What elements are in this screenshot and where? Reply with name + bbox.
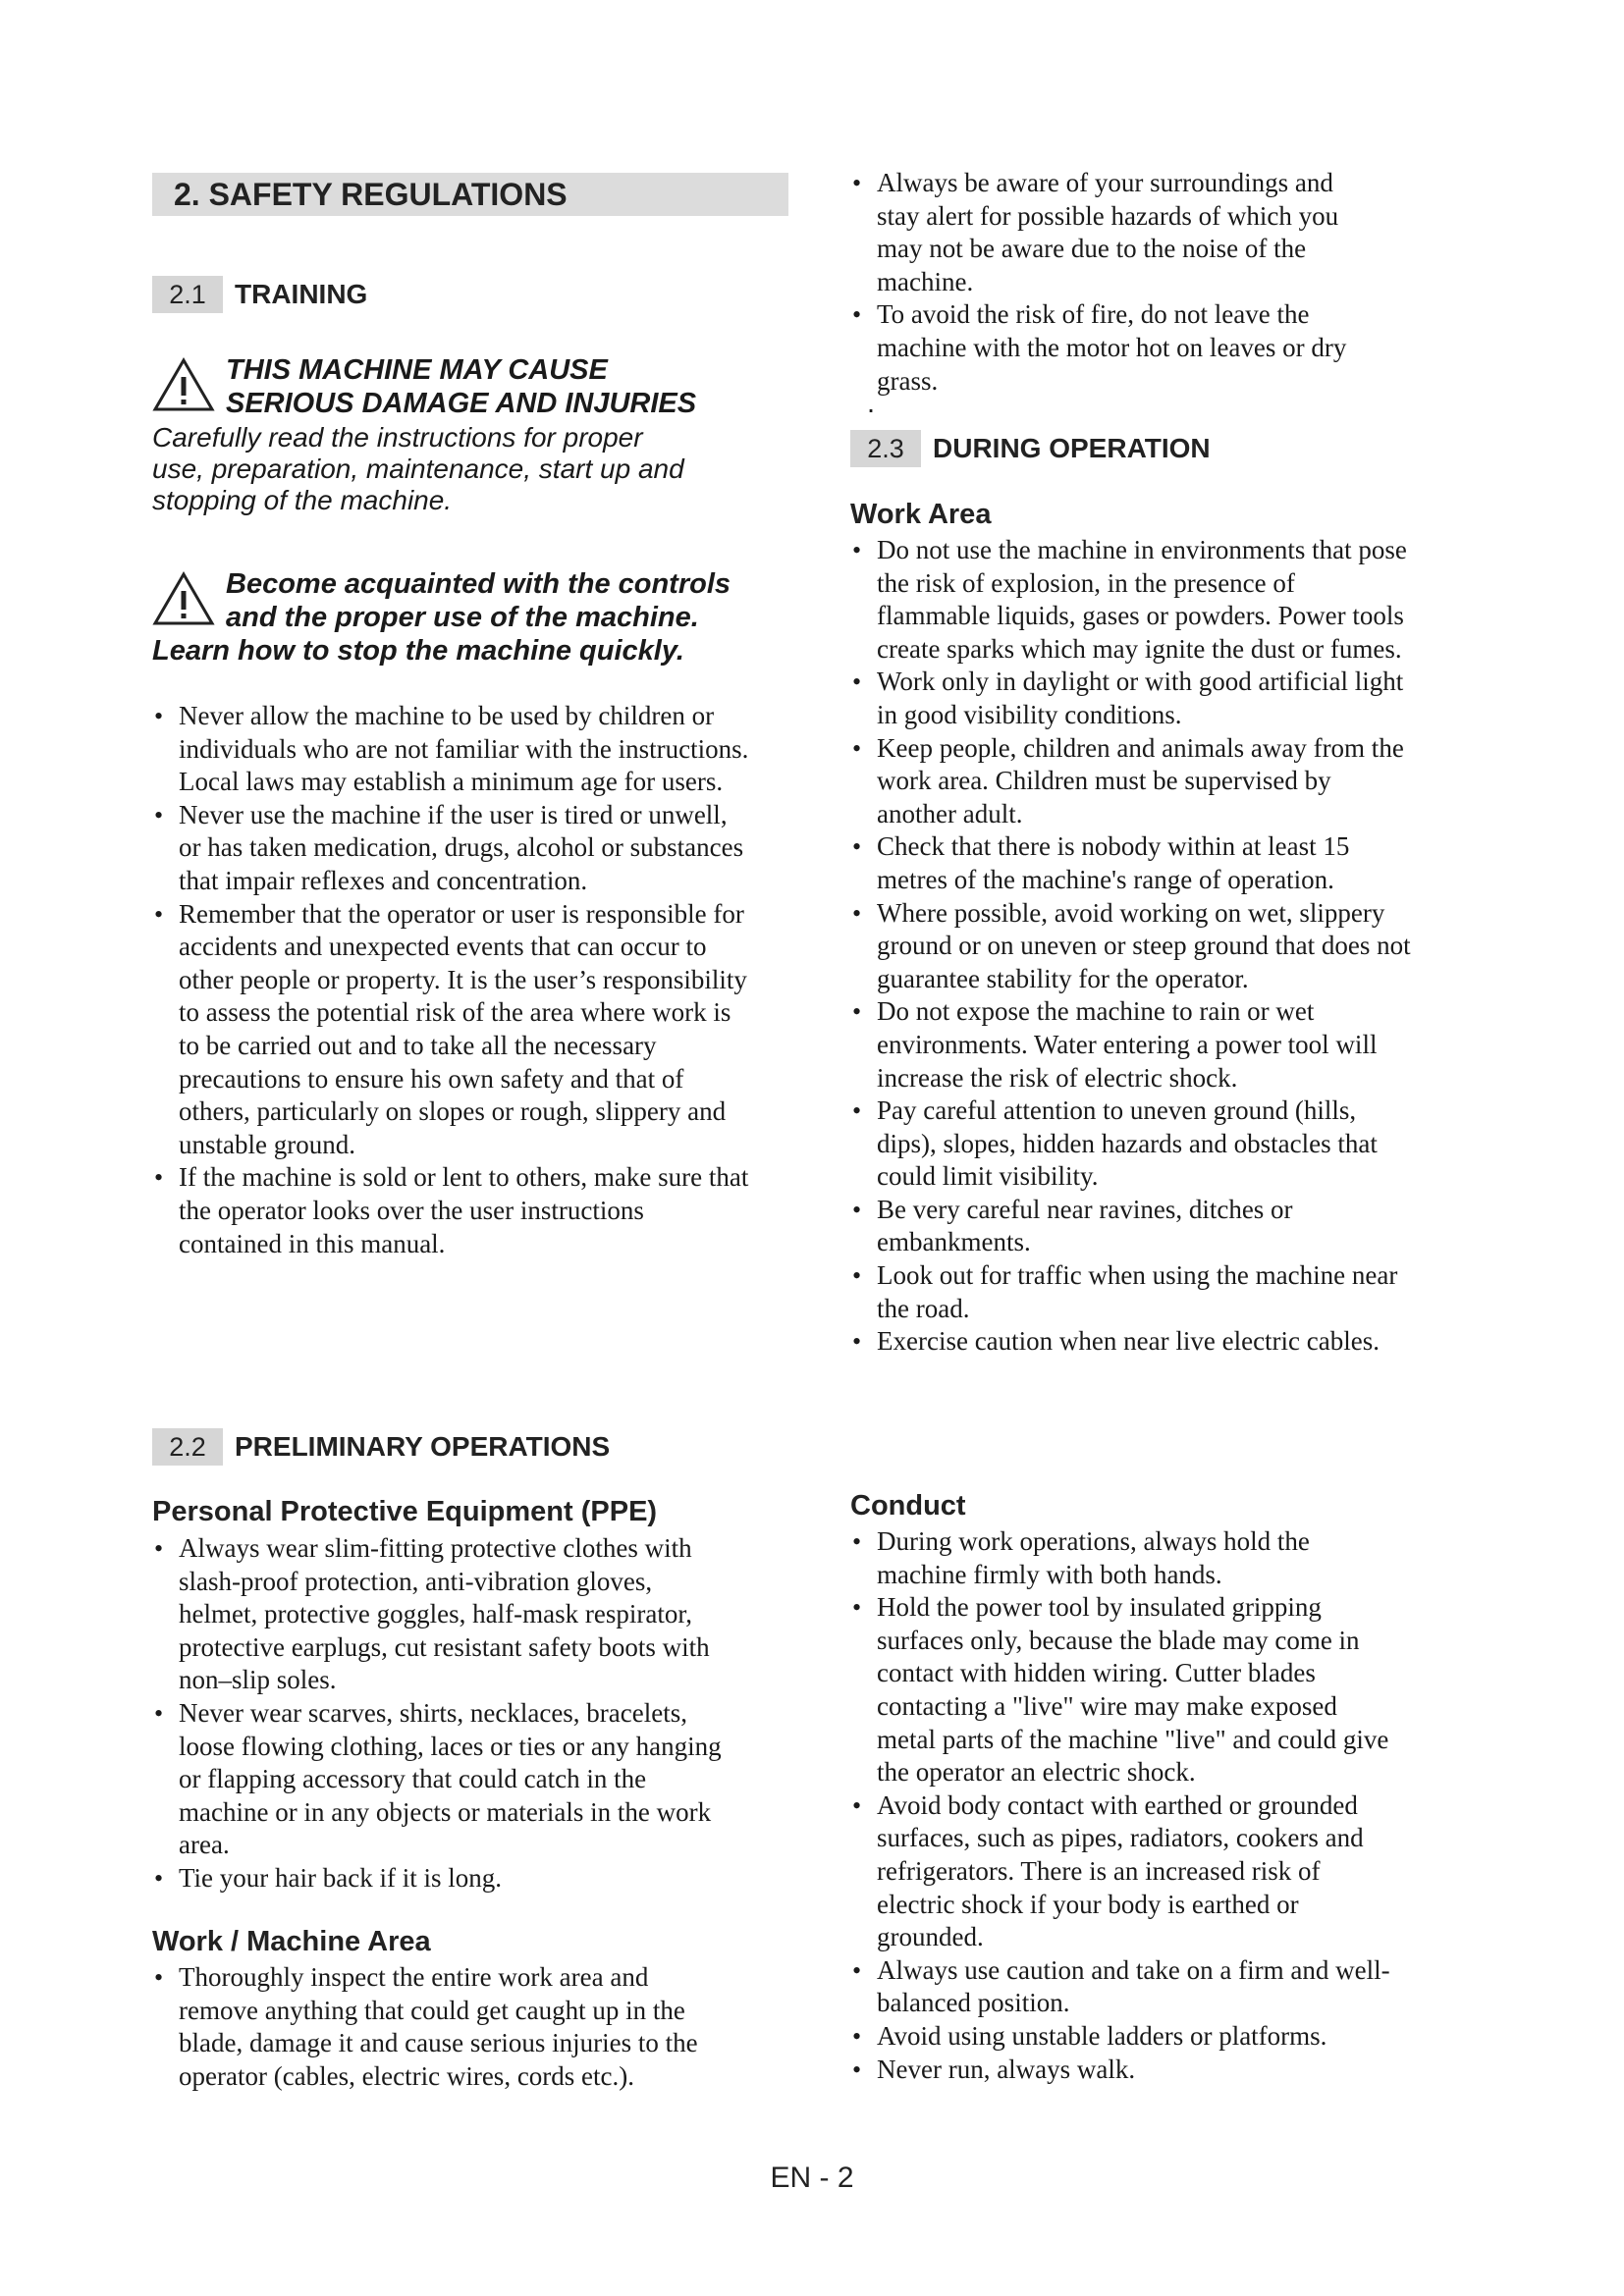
training-bullets — [152, 700, 751, 1260]
warning2-line1: Become acquainted with the controls — [226, 568, 731, 600]
list-item: • Never run, always walk. — [850, 2054, 1400, 2087]
list-item: • Tie your hair back if it is long. — [152, 1862, 722, 1896]
list-item: • Never wear scarves, shirts, necklaces, bracelets, loose flowing clothing, laces or ties or any hanging or flapping accessory that could catch in the machine or in any objects or materials in the work area. — [152, 1697, 722, 1862]
list-item: • Remember that the operator or user is responsible for accidents and unexpected events that can occur to other people or property. It is the user’s responsibility to assess the potential risk of the area where work is to be carried out and to take all the necessary precautions to ensure his own safety and that of others, particularly on slopes or rough, slippery and unstable ground. — [152, 898, 751, 1162]
work-machine-bullets-right — [850, 167, 1361, 398]
page-number: EN - 2 — [770, 2162, 854, 2194]
work-machine-bullets-left — [152, 1961, 702, 2093]
warning-triangle-icon — [152, 571, 215, 626]
work-machine-heading: Work / Machine Area — [152, 1926, 431, 1957]
list-item: • Hold the power tool by insulated gripping surfaces only, because the blade may come in contact with hidden wiring. Cutter blades contacting a "live" wire may make exposed metal parts of the machine "live" and could give the operator an electric shock. — [850, 1591, 1400, 1789]
list-item: • To avoid the risk of fire, do not leave the machine with the motor hot on leaves or dry grass. — [850, 298, 1361, 398]
list-item: • Pay careful attention to uneven ground (hills, dips), slopes, hidden hazards and obstacles that could limit visibility. — [850, 1095, 1412, 1194]
warning1-line1: THIS MACHINE MAY CAUSE — [226, 354, 608, 386]
list-item: • Always be aware of your surroundings and stay alert for possible hazards of which you may not be aware due to the noise of the machine. — [850, 167, 1361, 298]
work-area-bullets — [850, 534, 1412, 1359]
section-title — [152, 173, 788, 216]
ppe-heading: Personal Protective Equipment (PPE) — [152, 1496, 658, 1527]
list-item: • Check that there is nobody within at least 15 metres of the machine's range of operation. — [850, 830, 1412, 896]
list-item: • Avoid using unstable ladders or platforms. — [850, 2020, 1400, 2054]
list-item: • Be very careful near ravines, ditches or embankments. — [850, 1194, 1412, 1259]
subsection-number: 2.2 — [152, 1428, 223, 1466]
subsection-during-heading — [850, 430, 1211, 467]
section-title-text: SAFETY REGULATIONS — [208, 177, 568, 212]
list-item: • Never use the machine if the user is tired or unwell, or has taken medication, drugs, alcohol or substances that impair reflexes and concentration. — [152, 799, 751, 898]
conduct-heading: Conduct — [850, 1490, 966, 1522]
warning2-line2: and the proper use of the machine. — [226, 602, 699, 633]
subsection-number: 2.3 — [850, 430, 921, 467]
subsection-title: TRAINING — [235, 279, 368, 309]
work-area-heading: Work Area — [850, 499, 992, 530]
list-item: • Do not use the machine in environments that pose the risk of explosion, in the presence of flammable liquids, gases or powders. Power tools create sparks which may ignite the dust or fumes. — [850, 534, 1412, 666]
warning1-text: Carefully read the instructions for proper use, preparation, maintenance, start up and stopping of the machine. — [152, 422, 684, 515]
subsection-title: DURING OPERATION — [933, 433, 1211, 463]
list-item: • During work operations, always hold the machine firmly with both hands. — [850, 1525, 1400, 1591]
warning2-line3: Learn how to stop the machine quickly. — [152, 635, 684, 667]
section-number: 2. — [174, 177, 200, 212]
warning-triangle-icon — [152, 357, 215, 412]
warning1-line2: SERIOUS DAMAGE AND INJURIES — [226, 388, 697, 419]
list-item: • Always use caution and take on a firm and well-balanced position. — [850, 1954, 1400, 2020]
list-item: • Look out for traffic when using the machine near the road. — [850, 1259, 1412, 1325]
subsection-preliminary-heading — [152, 1428, 610, 1466]
list-item: • Exercise caution when near live electric cables. — [850, 1325, 1412, 1359]
conduct-bullets — [850, 1525, 1400, 2086]
list-item: • Keep people, children and animals away from the work area. Children must be supervised by another adult. — [850, 732, 1412, 831]
subsection-number: 2.1 — [152, 276, 223, 313]
list-item: • Thoroughly inspect the entire work area and remove anything that could get caught up in the blade, damage it and cause serious injuries to the operator (cables, electric wires, cords etc.). — [152, 1961, 702, 2093]
list-item: • Work only in daylight or with good artificial light in good visibility conditions. — [850, 666, 1412, 731]
list-item: • Avoid body contact with earthed or grounded surfaces, such as pipes, radiators, cookers and refrigerators. There is an increased risk of electric shock if your body is earthed or grounded. — [850, 1789, 1400, 1954]
warning-block-2 — [152, 567, 790, 675]
list-item: • Always wear slim-fitting protective clothes with slash-proof protection, anti-vibration gloves, helmet, protective goggles, half-mask respirator, protective earplugs, cut resistant safety boots with non–slip soles. — [152, 1532, 722, 1697]
subsection-training-heading — [152, 276, 367, 313]
list-item: • Where possible, avoid working on wet, slippery ground or on uneven or steep ground that does not guarantee stability for the operator. — [850, 897, 1412, 996]
subsection-title: PRELIMINARY OPERATIONS — [235, 1431, 611, 1462]
ppe-bullets — [152, 1532, 722, 1896]
list-item: • Never allow the machine to be used by children or individuals who are not familiar with the instructions. Local laws may establish a minimum age for users. — [152, 700, 751, 799]
list-item: • Do not expose the machine to rain or wet environments. Water entering a power tool will increase the risk of electric shock. — [850, 995, 1412, 1095]
list-item: • If the machine is sold or lent to others, make sure that the operator looks over the user instructions contained in this manual. — [152, 1161, 751, 1260]
warning-block-1: THIS MACHINE MAY CAUSE SERIOUS DAMAGE AND INJURIES . Carefully read the instructions for proper use, preparation, maintenance, start up and stopping of the machine. — [152, 354, 876, 515]
